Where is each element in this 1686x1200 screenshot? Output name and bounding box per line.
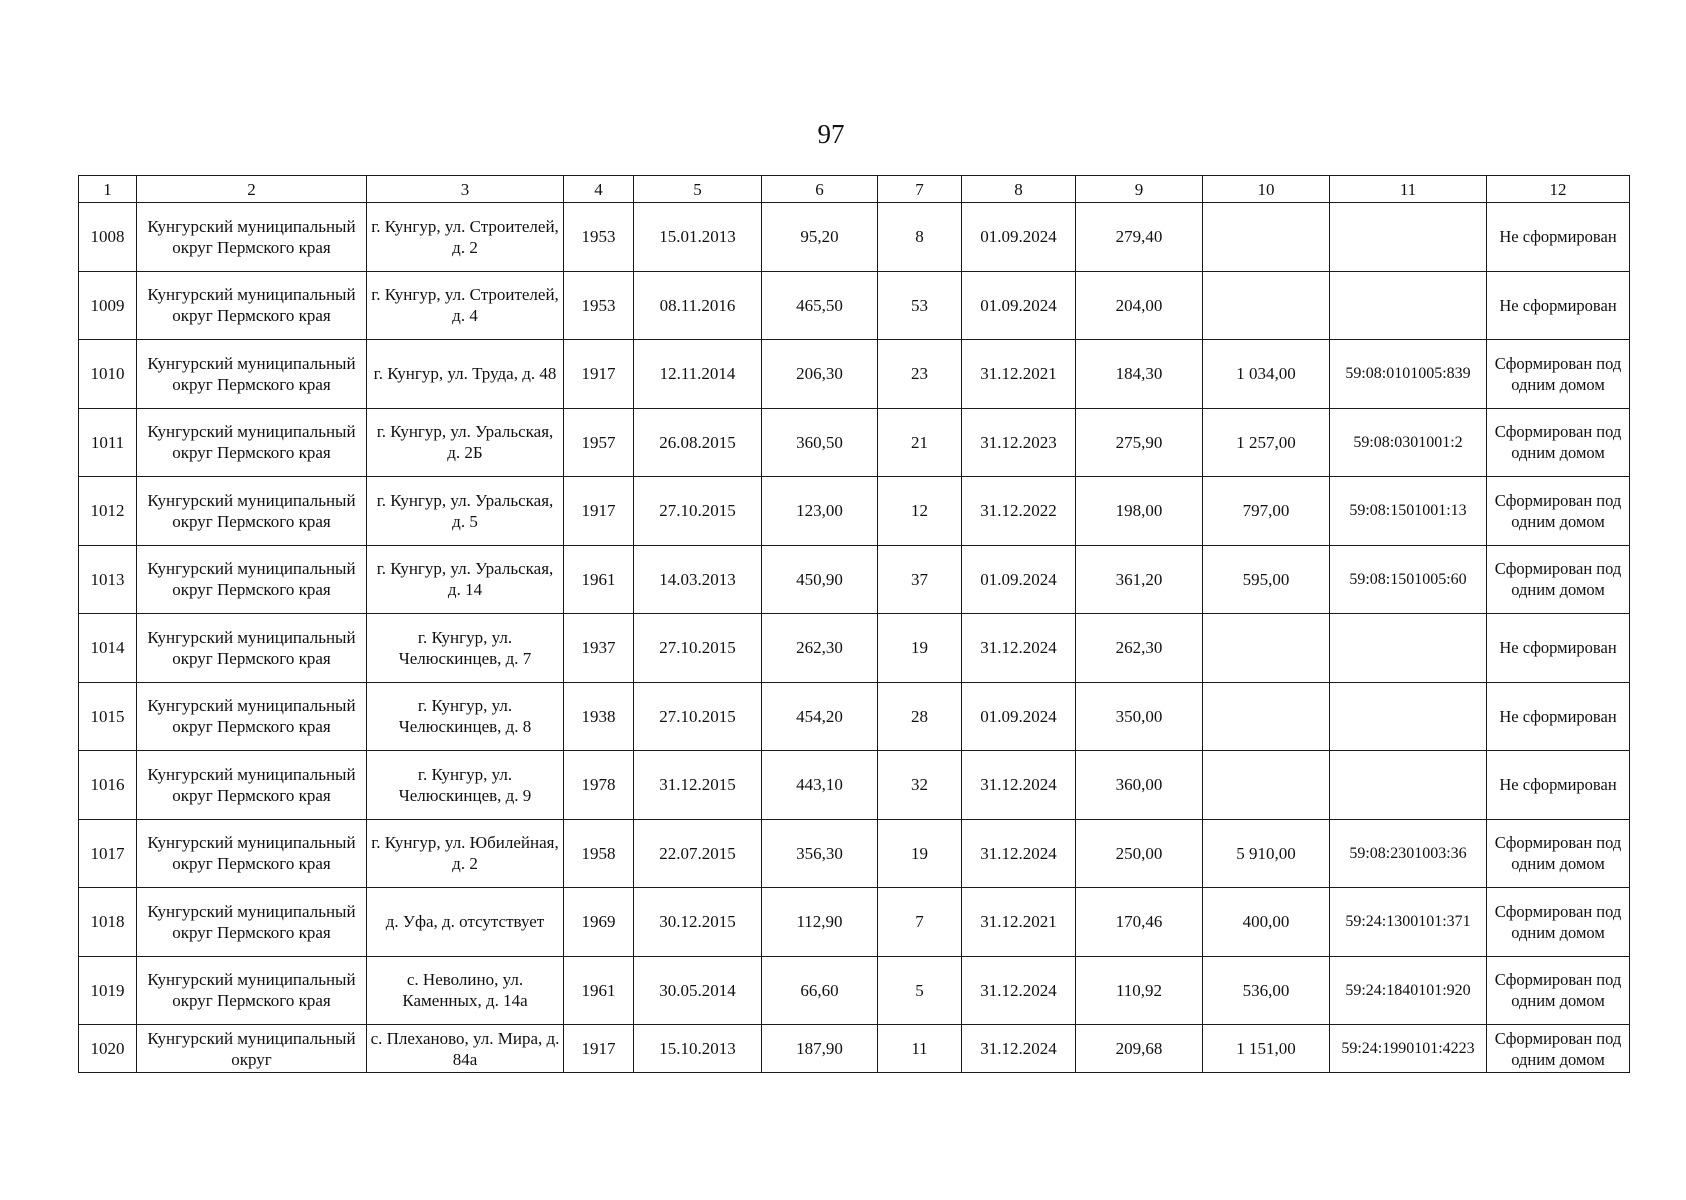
row-number-cell: 1009	[79, 271, 137, 340]
column-header: 1	[79, 176, 137, 203]
land-status-cell: Не сформирован	[1487, 751, 1630, 820]
header-row	[79, 176, 1630, 203]
land-status-cell: Не сформирован	[1487, 271, 1630, 340]
value-cell: 350,00	[1076, 682, 1203, 751]
cadastral-number-cell	[1330, 271, 1487, 340]
row-number-cell: 1017	[79, 819, 137, 888]
year-cell: 1961	[564, 956, 634, 1025]
year-cell: 1961	[564, 545, 634, 614]
deadline-date-cell: 31.12.2024	[962, 1025, 1076, 1073]
land-area-cell: 5 910,00	[1203, 819, 1330, 888]
municipality-cell: Кунгурский муниципальный округ Пермского края	[137, 271, 367, 340]
residents-cell: 8	[878, 203, 962, 272]
address-cell: г. Кунгур, ул. Строителей, д. 2	[367, 203, 564, 272]
residents-cell: 12	[878, 477, 962, 546]
year-cell: 1958	[564, 819, 634, 888]
value-cell: 184,30	[1076, 340, 1203, 409]
value-cell: 198,00	[1076, 477, 1203, 546]
table-body	[79, 203, 1630, 1073]
cadastral-number-cell	[1330, 751, 1487, 820]
row-number-cell: 1011	[79, 408, 137, 477]
row-number-cell: 1012	[79, 477, 137, 546]
deadline-date-cell: 31.12.2024	[962, 956, 1076, 1025]
cadastral-number-cell: 59:08:0301001:2	[1330, 408, 1487, 477]
area-cell: 66,60	[762, 956, 878, 1025]
land-status-cell: Сформирован под одним домом	[1487, 819, 1630, 888]
value-cell: 250,00	[1076, 819, 1203, 888]
date-cell: 15.10.2013	[634, 1025, 762, 1073]
land-status-cell: Сформирован под одним домом	[1487, 1025, 1630, 1073]
date-cell: 22.07.2015	[634, 819, 762, 888]
address-cell: г. Кунгур, ул. Челюскинцев, д. 8	[367, 682, 564, 751]
municipality-cell: Кунгурский муниципальный округ Пермского края	[137, 408, 367, 477]
land-status-cell: Не сформирован	[1487, 614, 1630, 683]
year-cell: 1969	[564, 888, 634, 957]
column-header: 4	[564, 176, 634, 203]
area-cell: 206,30	[762, 340, 878, 409]
table-row	[79, 1025, 1630, 1073]
land-status-cell: Сформирован под одним домом	[1487, 408, 1630, 477]
date-cell: 31.12.2015	[634, 751, 762, 820]
land-area-cell	[1203, 614, 1330, 683]
date-cell: 14.03.2013	[634, 545, 762, 614]
address-cell: г. Кунгур, ул. Уральская, д. 2Б	[367, 408, 564, 477]
land-status-cell: Сформирован под одним домом	[1487, 477, 1630, 546]
row-number-cell: 1015	[79, 682, 137, 751]
row-number-cell: 1020	[79, 1025, 137, 1073]
municipality-cell: Кунгурский муниципальный округ Пермского края	[137, 614, 367, 683]
area-cell: 356,30	[762, 819, 878, 888]
date-cell: 08.11.2016	[634, 271, 762, 340]
table-row	[79, 203, 1630, 272]
value-cell: 361,20	[1076, 545, 1203, 614]
area-cell: 112,90	[762, 888, 878, 957]
land-area-cell: 1 151,00	[1203, 1025, 1330, 1073]
deadline-date-cell: 31.12.2024	[962, 751, 1076, 820]
land-area-cell: 797,00	[1203, 477, 1330, 546]
page-number: 97	[817, 119, 845, 149]
residents-cell: 19	[878, 614, 962, 683]
municipality-cell: Кунгурский муниципальный округ Пермского края	[137, 477, 367, 546]
cadastral-number-cell	[1330, 203, 1487, 272]
value-cell: 110,92	[1076, 956, 1203, 1025]
cadastral-number-cell: 59:08:0101005:839	[1330, 340, 1487, 409]
column-header: 8	[962, 176, 1076, 203]
date-cell: 27.10.2015	[634, 477, 762, 546]
address-cell: г. Кунгур, ул. Строителей, д. 4	[367, 271, 564, 340]
value-cell: 360,00	[1076, 751, 1203, 820]
municipality-cell: Кунгурский муниципальный округ Пермского края	[137, 819, 367, 888]
year-cell: 1938	[564, 682, 634, 751]
date-cell: 27.10.2015	[634, 614, 762, 683]
deadline-date-cell: 31.12.2024	[962, 614, 1076, 683]
municipality-cell: Кунгурский муниципальный округ Пермского края	[137, 751, 367, 820]
area-cell: 360,50	[762, 408, 878, 477]
cadastral-number-cell: 59:08:2301003:36	[1330, 819, 1487, 888]
column-header: 5	[634, 176, 762, 203]
address-cell: г. Кунгур, ул. Уральская, д. 5	[367, 477, 564, 546]
deadline-date-cell: 31.12.2021	[962, 888, 1076, 957]
land-area-cell: 400,00	[1203, 888, 1330, 957]
cadastral-number-cell	[1330, 682, 1487, 751]
residents-cell: 28	[878, 682, 962, 751]
residents-cell: 21	[878, 408, 962, 477]
address-cell: с. Плеханово, ул. Мира, д. 84а	[367, 1025, 564, 1073]
land-area-cell	[1203, 751, 1330, 820]
column-header: 7	[878, 176, 962, 203]
row-number-cell: 1014	[79, 614, 137, 683]
land-area-cell: 1 257,00	[1203, 408, 1330, 477]
row-number-cell: 1016	[79, 751, 137, 820]
deadline-date-cell: 31.12.2023	[962, 408, 1076, 477]
residents-cell: 23	[878, 340, 962, 409]
cadastral-number-cell: 59:24:1990101:4223	[1330, 1025, 1487, 1073]
address-cell: д. Уфа, д. отсутствует	[367, 888, 564, 957]
land-area-cell	[1203, 203, 1330, 272]
table-row	[79, 888, 1630, 957]
table-row	[79, 819, 1630, 888]
cadastral-number-cell: 59:08:1501005:60	[1330, 545, 1487, 614]
row-number-cell: 1013	[79, 545, 137, 614]
value-cell: 209,68	[1076, 1025, 1203, 1073]
value-cell: 279,40	[1076, 203, 1203, 272]
column-header: 12	[1487, 176, 1630, 203]
value-cell: 275,90	[1076, 408, 1203, 477]
date-cell: 12.11.2014	[634, 340, 762, 409]
area-cell: 95,20	[762, 203, 878, 272]
cadastral-number-cell: 59:24:1840101:920	[1330, 956, 1487, 1025]
year-cell: 1917	[564, 1025, 634, 1073]
date-cell: 26.08.2015	[634, 408, 762, 477]
municipality-cell: Кунгурский муниципальный округ Пермского края	[137, 956, 367, 1025]
residents-cell: 32	[878, 751, 962, 820]
land-area-cell	[1203, 682, 1330, 751]
value-cell: 262,30	[1076, 614, 1203, 683]
area-cell: 187,90	[762, 1025, 878, 1073]
deadline-date-cell: 31.12.2024	[962, 819, 1076, 888]
land-status-cell: Не сформирован	[1487, 203, 1630, 272]
land-area-cell: 595,00	[1203, 545, 1330, 614]
table-row	[79, 682, 1630, 751]
table-row	[79, 614, 1630, 683]
date-cell: 30.12.2015	[634, 888, 762, 957]
year-cell: 1937	[564, 614, 634, 683]
table-row	[79, 408, 1630, 477]
land-area-cell: 536,00	[1203, 956, 1330, 1025]
address-cell: г. Кунгур, ул. Труда, д. 48	[367, 340, 564, 409]
table-row	[79, 545, 1630, 614]
deadline-date-cell: 01.09.2024	[962, 271, 1076, 340]
area-cell: 465,50	[762, 271, 878, 340]
table-row	[79, 956, 1630, 1025]
year-cell: 1953	[564, 271, 634, 340]
land-status-cell: Сформирован под одним домом	[1487, 888, 1630, 957]
column-header: 11	[1330, 176, 1487, 203]
cadastral-number-cell: 59:24:1300101:371	[1330, 888, 1487, 957]
residents-cell: 5	[878, 956, 962, 1025]
address-cell: г. Кунгур, ул. Уральская, д. 14	[367, 545, 564, 614]
residents-cell: 19	[878, 819, 962, 888]
residents-cell: 53	[878, 271, 962, 340]
row-number-cell: 1008	[79, 203, 137, 272]
area-cell: 123,00	[762, 477, 878, 546]
year-cell: 1953	[564, 203, 634, 272]
deadline-date-cell: 01.09.2024	[962, 682, 1076, 751]
date-cell: 30.05.2014	[634, 956, 762, 1025]
municipality-cell: Кунгурский муниципальный округ Пермского края	[137, 340, 367, 409]
area-cell: 443,10	[762, 751, 878, 820]
year-cell: 1978	[564, 751, 634, 820]
address-cell: г. Кунгур, ул. Челюскинцев, д. 7	[367, 614, 564, 683]
column-header: 3	[367, 176, 564, 203]
table-row	[79, 477, 1630, 546]
value-cell: 204,00	[1076, 271, 1203, 340]
municipality-cell: Кунгурский муниципальный округ Пермского края	[137, 545, 367, 614]
column-header: 6	[762, 176, 878, 203]
municipality-cell: Кунгурский муниципальный округ Пермского края	[137, 888, 367, 957]
cadastral-number-cell	[1330, 614, 1487, 683]
cadastral-number-cell: 59:08:1501001:13	[1330, 477, 1487, 546]
land-status-cell: Сформирован под одним домом	[1487, 545, 1630, 614]
area-cell: 262,30	[762, 614, 878, 683]
table-header	[79, 176, 1630, 203]
row-number-cell: 1019	[79, 956, 137, 1025]
table-row	[79, 271, 1630, 340]
land-status-cell: Сформирован под одним домом	[1487, 340, 1630, 409]
deadline-date-cell: 01.09.2024	[962, 203, 1076, 272]
deadline-date-cell: 31.12.2022	[962, 477, 1076, 546]
area-cell: 450,90	[762, 545, 878, 614]
area-cell: 454,20	[762, 682, 878, 751]
municipality-cell: Кунгурский муниципальный округ Пермского края	[137, 682, 367, 751]
table-row	[79, 751, 1630, 820]
residents-cell: 11	[878, 1025, 962, 1073]
column-header: 2	[137, 176, 367, 203]
date-cell: 15.01.2013	[634, 203, 762, 272]
year-cell: 1957	[564, 408, 634, 477]
land-status-cell: Не сформирован	[1487, 682, 1630, 751]
housing-registry-table	[78, 175, 1630, 1073]
land-area-cell: 1 034,00	[1203, 340, 1330, 409]
address-cell: с. Неволино, ул. Каменных, д. 14а	[367, 956, 564, 1025]
deadline-date-cell: 31.12.2021	[962, 340, 1076, 409]
land-status-cell: Сформирован под одним домом	[1487, 956, 1630, 1025]
municipality-cell: Кунгурский муниципальный округ	[137, 1025, 367, 1073]
residents-cell: 37	[878, 545, 962, 614]
column-header: 10	[1203, 176, 1330, 203]
land-area-cell	[1203, 271, 1330, 340]
address-cell: г. Кунгур, ул. Юбилейная, д. 2	[367, 819, 564, 888]
column-header: 9	[1076, 176, 1203, 203]
table-row	[79, 340, 1630, 409]
municipality-cell: Кунгурский муниципальный округ Пермского края	[137, 203, 367, 272]
value-cell: 170,46	[1076, 888, 1203, 957]
address-cell: г. Кунгур, ул. Челюскинцев, д. 9	[367, 751, 564, 820]
row-number-cell: 1010	[79, 340, 137, 409]
residents-cell: 7	[878, 888, 962, 957]
date-cell: 27.10.2015	[634, 682, 762, 751]
year-cell: 1917	[564, 340, 634, 409]
row-number-cell: 1018	[79, 888, 137, 957]
deadline-date-cell: 01.09.2024	[962, 545, 1076, 614]
year-cell: 1917	[564, 477, 634, 546]
